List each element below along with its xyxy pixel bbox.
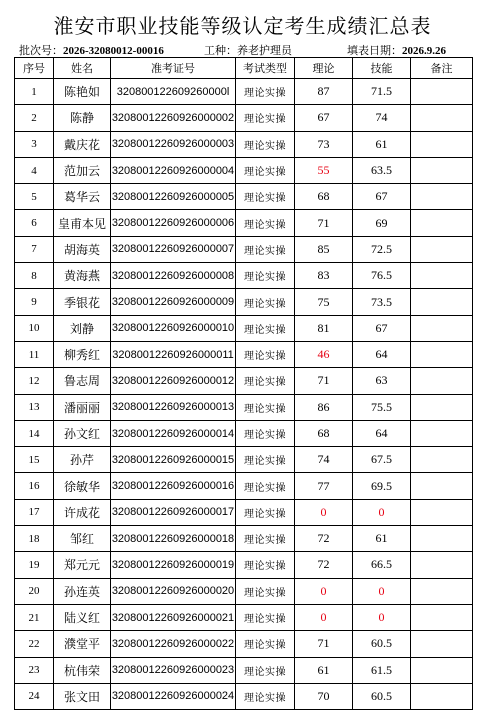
header-ticket: 准考证号 (111, 58, 236, 79)
cell-type: 理论实操 (236, 499, 295, 525)
cell-ticket: 32080012260926000009 (111, 289, 236, 315)
cell-theory: 0 (295, 604, 353, 630)
cell-name: 孙连英 (54, 578, 111, 604)
cell-name: 孙文红 (54, 420, 111, 446)
table-row (15, 157, 473, 183)
cell-type: 理论实操 (236, 604, 295, 630)
cell-seq: 17 (15, 499, 54, 525)
cell-remark (411, 263, 473, 289)
cell-type: 理论实操 (236, 263, 295, 289)
cell-seq: 21 (15, 604, 54, 630)
cell-remark (411, 631, 473, 657)
cell-theory: 72 (295, 552, 353, 578)
cell-skill: 61 (353, 131, 411, 157)
table-row (15, 420, 473, 446)
cell-remark (411, 105, 473, 131)
cell-type: 理论实操 (236, 289, 295, 315)
table-row (15, 394, 473, 420)
cell-skill: 72.5 (353, 236, 411, 262)
cell-seq: 8 (15, 263, 54, 289)
job-label: 工种： (204, 44, 237, 57)
cell-name: 黄海燕 (54, 263, 111, 289)
cell-theory: 70 (295, 683, 353, 709)
cell-skill: 0 (353, 578, 411, 604)
cell-name: 柳秀红 (54, 341, 111, 367)
cell-ticket: 32080012260926000015 (111, 447, 236, 473)
table-row (15, 315, 473, 341)
cell-theory: 73 (295, 131, 353, 157)
cell-name: 孙芹 (54, 447, 111, 473)
cell-theory: 46 (295, 341, 353, 367)
cell-theory: 55 (295, 157, 353, 183)
cell-type: 理论实操 (236, 657, 295, 683)
header-seq: 序号 (15, 58, 54, 79)
cell-name: 鲁志周 (54, 368, 111, 394)
cell-remark (411, 552, 473, 578)
cell-name: 杭伟荣 (54, 657, 111, 683)
cell-type: 理论实操 (236, 473, 295, 499)
score-table (14, 57, 473, 710)
cell-skill: 0 (353, 499, 411, 525)
cell-name: 皇甫本见 (54, 210, 111, 236)
cell-ticket: 32080012260926000002 (111, 105, 236, 131)
table-row (15, 236, 473, 262)
cell-remark (411, 79, 473, 105)
table-row (15, 447, 473, 473)
table-row (15, 578, 473, 604)
fill-date-info (347, 42, 446, 58)
table-row (15, 210, 473, 236)
cell-type: 理论实操 (236, 131, 295, 157)
batch-label: 批次号： (19, 44, 63, 57)
cell-type: 理论实操 (236, 236, 295, 262)
cell-ticket: 32080012260926000017 (111, 499, 236, 525)
cell-name: 郑元元 (54, 552, 111, 578)
cell-remark (411, 368, 473, 394)
cell-theory: 61 (295, 657, 353, 683)
cell-type: 理论实操 (236, 105, 295, 131)
cell-type: 理论实操 (236, 210, 295, 236)
cell-name: 刘静 (54, 315, 111, 341)
cell-seq: 6 (15, 210, 54, 236)
cell-remark (411, 657, 473, 683)
cell-seq: 13 (15, 394, 54, 420)
cell-seq: 15 (15, 447, 54, 473)
table-row (15, 631, 473, 657)
cell-ticket: 32080012260926000004 (111, 157, 236, 183)
cell-theory: 86 (295, 394, 353, 420)
header-skill: 技能 (353, 58, 411, 79)
cell-type: 理论实操 (236, 341, 295, 367)
cell-seq: 16 (15, 473, 54, 499)
cell-seq: 12 (15, 368, 54, 394)
table-row (15, 526, 473, 552)
table-row (15, 368, 473, 394)
cell-skill: 66.5 (353, 552, 411, 578)
cell-type: 理论实操 (236, 315, 295, 341)
cell-skill: 63 (353, 368, 411, 394)
header-theory: 理论 (295, 58, 353, 79)
cell-name: 胡海英 (54, 236, 111, 262)
cell-ticket: 32080012260926000016 (111, 473, 236, 499)
cell-skill: 60.5 (353, 631, 411, 657)
cell-type: 理论实操 (236, 368, 295, 394)
header-remark: 备注 (411, 58, 473, 79)
cell-name: 陆义红 (54, 604, 111, 630)
cell-name: 许成花 (54, 499, 111, 525)
cell-remark (411, 315, 473, 341)
cell-theory: 75 (295, 289, 353, 315)
cell-remark (411, 473, 473, 499)
cell-ticket: 32080012260926000023 (111, 657, 236, 683)
cell-type: 理论实操 (236, 447, 295, 473)
cell-ticket: 32080012260926000006 (111, 210, 236, 236)
cell-skill: 0 (353, 604, 411, 630)
cell-seq: 19 (15, 552, 54, 578)
cell-seq: 20 (15, 578, 54, 604)
cell-skill: 69.5 (353, 473, 411, 499)
cell-theory: 68 (295, 420, 353, 446)
cell-theory: 71 (295, 368, 353, 394)
cell-ticket: 320800122609260000l (111, 79, 236, 105)
header-name: 姓名 (54, 58, 111, 79)
table-row (15, 499, 473, 525)
cell-type: 理论实操 (236, 683, 295, 709)
cell-name: 季银花 (54, 289, 111, 315)
table-row (15, 105, 473, 131)
cell-type: 理论实操 (236, 420, 295, 446)
cell-skill: 76.5 (353, 263, 411, 289)
cell-ticket: 32080012260926000013 (111, 394, 236, 420)
cell-theory: 0 (295, 578, 353, 604)
cell-skill: 69 (353, 210, 411, 236)
cell-remark (411, 447, 473, 473)
cell-remark (411, 210, 473, 236)
cell-name: 张文田 (54, 683, 111, 709)
cell-type: 理论实操 (236, 552, 295, 578)
cell-seq: 23 (15, 657, 54, 683)
cell-remark (411, 157, 473, 183)
table-row (15, 184, 473, 210)
table-row (15, 657, 473, 683)
cell-skill: 63.5 (353, 157, 411, 183)
job-info (204, 42, 292, 58)
cell-ticket: 32080012260926000018 (111, 526, 236, 552)
cell-remark (411, 184, 473, 210)
batch-info (19, 42, 164, 58)
table-row (15, 552, 473, 578)
cell-seq: 1 (15, 79, 54, 105)
cell-remark (411, 578, 473, 604)
cell-skill: 67 (353, 315, 411, 341)
cell-ticket: 32080012260926000024 (111, 683, 236, 709)
cell-skill: 67.5 (353, 447, 411, 473)
batch-value: 2026-32080012-00016 (63, 45, 164, 57)
cell-ticket: 32080012260926000005 (111, 184, 236, 210)
cell-skill: 74 (353, 105, 411, 131)
cell-remark (411, 499, 473, 525)
cell-theory: 71 (295, 631, 353, 657)
table-row (15, 341, 473, 367)
cell-ticket: 32080012260926000014 (111, 420, 236, 446)
cell-name: 戴庆花 (54, 131, 111, 157)
cell-seq: 9 (15, 289, 54, 315)
cell-theory: 83 (295, 263, 353, 289)
cell-seq: 10 (15, 315, 54, 341)
table-body (15, 79, 473, 710)
cell-theory: 67 (295, 105, 353, 131)
cell-skill: 64 (353, 341, 411, 367)
cell-theory: 0 (295, 499, 353, 525)
cell-ticket: 32080012260926000008 (111, 263, 236, 289)
cell-ticket: 32080012260926000011 (111, 341, 236, 367)
cell-ticket: 32080012260926000007 (111, 236, 236, 262)
table-row (15, 683, 473, 709)
table-header-row (15, 58, 473, 79)
cell-seq: 14 (15, 420, 54, 446)
cell-ticket: 32080012260926000010 (111, 315, 236, 341)
cell-seq: 2 (15, 105, 54, 131)
cell-seq: 22 (15, 631, 54, 657)
header-type: 考试类型 (236, 58, 295, 79)
cell-seq: 11 (15, 341, 54, 367)
cell-remark (411, 683, 473, 709)
cell-name: 徐敏华 (54, 473, 111, 499)
cell-name: 陈静 (54, 105, 111, 131)
cell-name: 濮堂平 (54, 631, 111, 657)
job-value: 养老护理员 (237, 44, 292, 57)
cell-type: 理论实操 (236, 184, 295, 210)
cell-skill: 64 (353, 420, 411, 446)
cell-theory: 77 (295, 473, 353, 499)
table-row (15, 131, 473, 157)
cell-theory: 74 (295, 447, 353, 473)
cell-seq: 7 (15, 236, 54, 262)
page-title: 淮安市职业技能等级认定考生成绩汇总表 (53, 14, 432, 38)
table-row (15, 79, 473, 105)
cell-ticket: 32080012260926000019 (111, 552, 236, 578)
cell-skill: 60.5 (353, 683, 411, 709)
cell-ticket: 32080012260926000012 (111, 368, 236, 394)
cell-seq: 3 (15, 131, 54, 157)
cell-ticket: 32080012260926000003 (111, 131, 236, 157)
cell-remark (411, 341, 473, 367)
table-row (15, 604, 473, 630)
cell-type: 理论实操 (236, 394, 295, 420)
cell-type: 理论实操 (236, 79, 295, 105)
cell-remark (411, 131, 473, 157)
table-row (15, 289, 473, 315)
fill-date-value: 2026.9.26 (402, 45, 446, 57)
table-row (15, 473, 473, 499)
cell-theory: 71 (295, 210, 353, 236)
cell-type: 理论实操 (236, 578, 295, 604)
cell-skill: 73.5 (353, 289, 411, 315)
cell-remark (411, 236, 473, 262)
cell-skill: 71.5 (353, 79, 411, 105)
cell-type: 理论实操 (236, 526, 295, 552)
cell-remark (411, 526, 473, 552)
cell-seq: 5 (15, 184, 54, 210)
cell-remark (411, 604, 473, 630)
cell-theory: 72 (295, 526, 353, 552)
cell-theory: 81 (295, 315, 353, 341)
cell-skill: 75.5 (353, 394, 411, 420)
cell-theory: 68 (295, 184, 353, 210)
cell-seq: 4 (15, 157, 54, 183)
cell-theory: 87 (295, 79, 353, 105)
fill-date-label: 填表日期： (347, 44, 402, 57)
cell-name: 范加云 (54, 157, 111, 183)
cell-type: 理论实操 (236, 157, 295, 183)
cell-seq: 24 (15, 683, 54, 709)
cell-seq: 18 (15, 526, 54, 552)
cell-skill: 67 (353, 184, 411, 210)
cell-ticket: 32080012260926000022 (111, 631, 236, 657)
cell-skill: 61 (353, 526, 411, 552)
cell-name: 葛华云 (54, 184, 111, 210)
cell-remark (411, 289, 473, 315)
cell-name: 陈艳如 (54, 79, 111, 105)
cell-remark (411, 420, 473, 446)
cell-name: 邹红 (54, 526, 111, 552)
cell-ticket: 32080012260926000020 (111, 578, 236, 604)
cell-remark (411, 394, 473, 420)
cell-name: 潘丽丽 (54, 394, 111, 420)
cell-skill: 61.5 (353, 657, 411, 683)
cell-type: 理论实操 (236, 631, 295, 657)
table-row (15, 263, 473, 289)
cell-ticket: 32080012260926000021 (111, 604, 236, 630)
cell-theory: 85 (295, 236, 353, 262)
